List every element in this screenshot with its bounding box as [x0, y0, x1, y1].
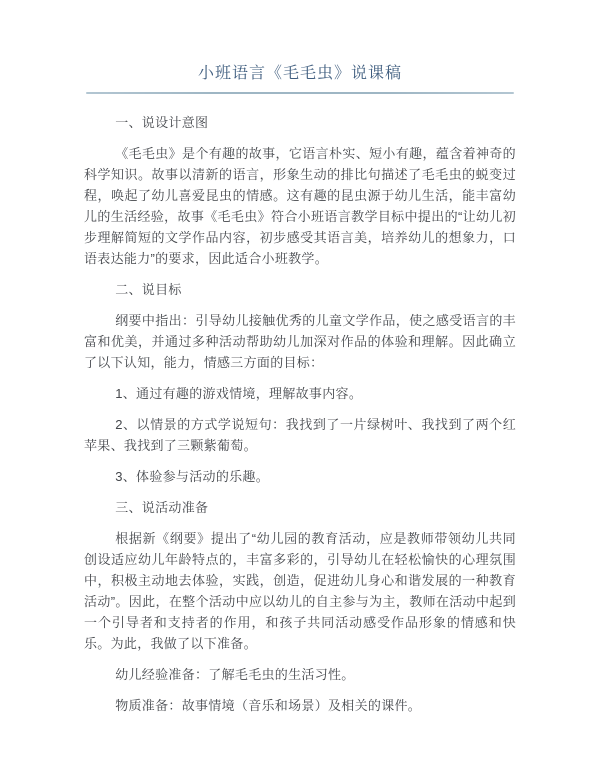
paragraph: 根据新《纲要》提出了“幼儿园的教育活动，应是教师带领幼儿共同创设适应幼儿年龄特点的，丰富多彩的，引导幼儿在轻松愉快的心理氛围中，积极主动地去体验，实践，创造，促进幼儿身心和谐发展的一种教育活动”。因此，在整个活动中应以幼儿的自主参与为主，教师在活动中起到一个引导者和支持者的作用，和孩子共同活动感受作品形象的情感和快乐。为此，我做了以下准备。 [84, 531, 516, 651]
list-item: 2、以情景的方式学说短句：我找到了一片绿树叶、我找到了两个红苹果、我找到了三颗紫葡萄。 [84, 417, 516, 453]
paragraph: 《毛毛虫》是个有趣的故事，它语言朴实、短小有趣，蕴含着神奇的科学知识。故事以清新的语言，形象生动的排比句描述了毛毛虫的蜕变过程，唤起了幼儿喜爱昆虫的情感。这有趣的昆虫源于幼儿生活，能丰富幼儿的生活经验，故事《毛毛虫》符合小班语言教学目标中提出的“让幼儿初步理解简短的文学作品内容，初步感受其语言美，培养幼儿的想象力，口语表达能力”的要求，因此适合小班教学。 [84, 146, 516, 266]
section-heading: 二、说目标 [115, 282, 182, 297]
document-body [84, 112, 516, 716]
title-divider [86, 92, 514, 94]
section-activity-preparation [84, 497, 516, 716]
section-heading: 一、说设计意图 [115, 115, 209, 130]
paragraph: 幼儿经验准备：了解毛毛虫的生活习性。 [115, 667, 355, 682]
section-goals [84, 279, 516, 487]
list-item: 1、通过有趣的游戏情境，理解故事内容。 [115, 386, 363, 401]
list-item: 3、体验参与活动的乐趣。 [115, 469, 270, 484]
paragraph: 纲要中指出：引导幼儿接触优秀的儿童文学作品，使之感受语言的丰富和优美，并通过多种活动帮助幼儿加深对作品的体验和理解。因此确立了以下认知，能力，情感三方面的目标： [84, 313, 516, 370]
page-title: 小班语言《毛毛虫》说课稿 [197, 65, 402, 82]
paragraph: 物质准备：故事情境（音乐和场景）及相关的课件。 [115, 698, 422, 713]
section-design-intent [84, 112, 516, 269]
section-heading: 三、说活动准备 [115, 500, 209, 515]
